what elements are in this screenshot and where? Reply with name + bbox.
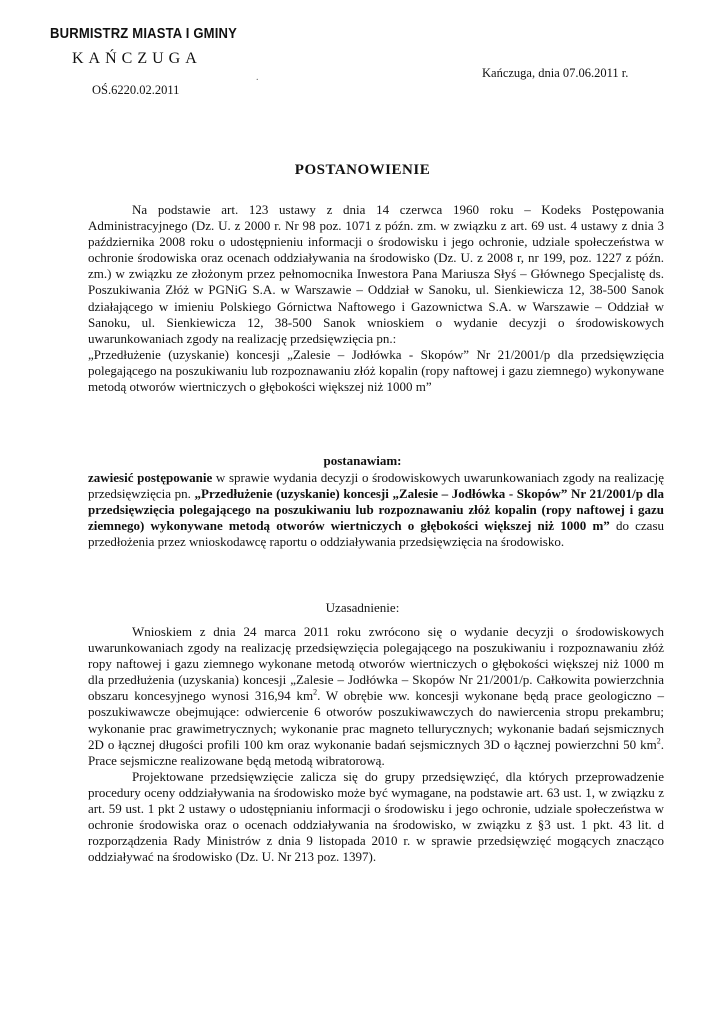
decision-text-2: do czasu przedłożenia przez wnioskodawcę raportu o oddziaływania przedsięwzięcia na środowisko. (88, 518, 665, 550)
area-unit-superscript: 2 (656, 736, 661, 746)
decision-project: „Przedłużenie (uzyskanie) koncesji „Zalesie – Jodłówka - Skopów” Nr 21/2001/p dla przedsięwzięcia polegającego na poszukiwaniu lub rozpoznawaniu złóż kopalin (ropy naftowej i gazu ziemnego) wykonywane metodą otworów wiertniczych o głębokości większej niż 1000 m” (88, 486, 664, 534)
decision-section (88, 470, 664, 550)
area-unit-superscript: 2 (313, 688, 318, 698)
intro-paragraph: Na podstawie art. 123 ustawy z dnia 14 czerwca 1960 roku – Kodeks Postępowania Administracyjnego (Dz. U. z 2000 r. Nr 98 poz. 1071 z późn. zm. w związku z art. 69 ust. 4 ustawy z dnia 3 października 2008 roku o udostępnieniu informacji o środowisku i jego ochronie, udziale społeczeństwa w ochronie środowiska oraz ocenach oddziaływania na środowisko (Dz. U. z 2008 r, nr 199, poz. 1227 z późn. zm.) w związku ze złożonym przez pełnomocnika Inwestora Pana Mariusza Słyś – Głównego Specjalistę ds. Poszukiwania Złóż w PGNiG S.A. w Warszawie – Oddział w Sanoku, ul. Sienkiewicza 12, 38-500 Sanok działającego w imieniu Polskiego Górnictwa Naftowego i Gazownictwa S.A. w Warszawie – Oddział w Sanoku, ul. Sienkiewicza 12, 38-500 Sanok wnioskiem o wydanie decyzji o środowiskowych uwarunkowaniach zgody na realizację przedsięwzięcia pn.: (88, 202, 664, 346)
intro-section (88, 202, 664, 395)
place-date: Kańczuga, dnia 07.06.2011 r. (482, 66, 629, 80)
intro-project-name: „Przedłużenie (uzyskanie) koncesji „Zalesie – Jodłówka - Skopów” Nr 21/2001/p dla przedsięwzięcia polegającego na poszukiwaniu lub rozpoznawaniu złóż kopalin (ropy naftowej i gazu ziemnego) wykonywane metodą otworów wiertniczych o głębokości większej niż 1000 m” (88, 346, 664, 395)
reasoning-text-a: Wnioskiem z dnia 24 marca 2011 roku zwrócono się o wydanie decyzji o środowiskowych uwarunkowaniach zgody na realizację przedsięwzięcia polegającego na poszukiwaniu i rozpoznawaniu złóż ropy naftowej i gazu ziemnego wykonane metodą otworów wiertniczych o głębokości większej niż 1000 m dla przedłużenia (uzyskania) koncesji „Zalesie – Jodłówka – Skopów Nr 21/2001/p. Całkowita powierzchnia obszaru koncesyjnego wynosi 316,94 km (88, 624, 664, 704)
document-title: POSTANOWIENIE (294, 162, 431, 178)
reasoning-section (88, 624, 664, 865)
reasoning-text-b: . W obrębie ww. koncesji wykonane będą prace geologiczno – poszukiwawcze obejmujące: odwiercenie 6 otworów poszukiwawczych do nawiercenia stropu prekambru; wykonanie prac grawimetrycznych; wykonanie prac magneto tellurycznych; wykonanie badań sejsmicznych 2D o łącznej długości profili 100 km oraz wykonanie badań sejsmicznych 3D o łącznej powierzchni 50 km (88, 688, 664, 752)
scan-mark: . (256, 72, 259, 83)
decision-lead: zawiesić postępowanie (88, 470, 213, 485)
reasoning-text-c: . Prace sejsmiczne realizowane będą metodą wibratorową. (88, 736, 664, 768)
decision-text-1: w sprawie wydania decyzji o środowiskowych uwarunkowaniach zgody na realizację przedsięwzięcia pn. (88, 470, 664, 502)
reasoning-paragraph-1 (88, 624, 664, 769)
decision-paragraph (88, 470, 664, 550)
reasoning-paragraph-2: Projektowane przedsięwzięcie zalicza się do grupy przedsięwzięć, dla których przeprowadzenie procedury oceny oddziaływania na środowisko może być wymagane, na podstawie art. 63 ust. 1, w związku z art. 59 ust. 1 pkt 2 ustawy o udostępnianiu informacji o środowisku i jego ochronie, udziale społeczeństwa w ochronie środowiska oraz o ocenach oddziaływania na środowisko, w związku z §3 ust. 1 pkt. 43 lit. d rozporządzenia Rady Ministrów z dnia 9 listopada 2010 r. w sprawie przedsięwzięć mogących znacząco oddziaływać na środowisko (Dz. U. Nr 213 poz. 1397). (88, 768, 664, 865)
office-name: BURMISTRZ MIASTA I GMINY (50, 26, 238, 42)
office-town: KAŃCZUGA (72, 50, 202, 67)
reasoning-heading: Uzasadnienie: (325, 600, 400, 615)
reference-number: OŚ.6220.02.2011 (92, 83, 180, 97)
decision-heading: postanawiam: (323, 453, 402, 468)
